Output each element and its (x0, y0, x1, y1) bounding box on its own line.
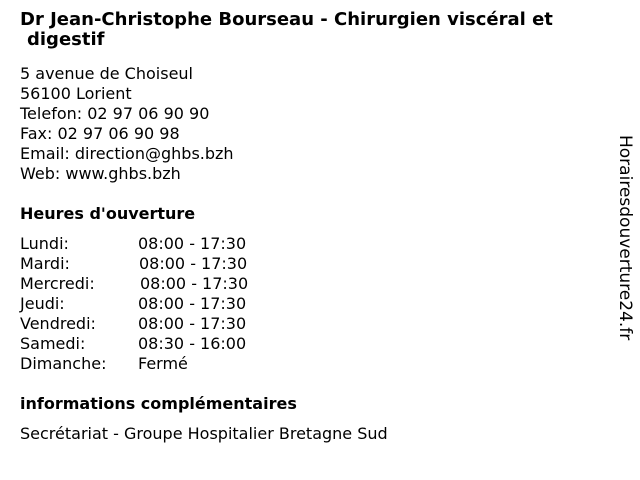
fax-number: Fax: 02 97 06 90 98 (20, 124, 180, 143)
watermark-text: Horairesdouverture24.fr (615, 135, 635, 341)
day-label: Vendredi: (20, 314, 96, 333)
day-label: Mardi: (20, 254, 70, 273)
time-range: 08:00 - 17:30 (138, 294, 247, 313)
street-address: 5 avenue de Choiseul (20, 64, 193, 83)
hours-row-samedi (20, 334, 320, 354)
hours-row-mercredi (20, 274, 320, 294)
additional-info-text: Secrétariat - Groupe Hospitalier Bretagne Sud (20, 424, 388, 443)
watermark (612, 135, 636, 345)
hours-row-lundi (20, 234, 320, 254)
day-label: Samedi: (20, 334, 86, 353)
website: Web: www.ghbs.bzh (20, 164, 181, 183)
page-title-line-2: digestif (27, 29, 105, 50)
hours-row-vendredi (20, 314, 320, 334)
hours-row-mardi (20, 254, 320, 274)
opening-hours-heading: Heures d'ouverture (20, 204, 196, 223)
time-range: 08:00 - 17:30 (140, 274, 249, 293)
day-label: Mercredi: (20, 274, 95, 293)
email-address: Email: direction@ghbs.bzh (20, 144, 234, 163)
day-label: Dimanche: (20, 354, 107, 373)
city-postcode: 56100 Lorient (20, 84, 132, 103)
time-range: 08:00 - 17:30 (138, 234, 247, 253)
time-range: 08:00 - 17:30 (138, 314, 247, 333)
phone-number: Telefon: 02 97 06 90 90 (20, 104, 210, 123)
page-title-line-1: Dr Jean-Christophe Bourseau - Chirurgien viscéral et (20, 9, 553, 30)
page-title (20, 10, 630, 50)
additional-info-heading: informations complémentaires (20, 394, 297, 413)
hours-row-jeudi (20, 294, 320, 314)
time-range: 08:00 - 17:30 (139, 254, 248, 273)
day-label: Jeudi: (20, 294, 65, 313)
hours-row-dimanche (20, 354, 320, 374)
contact-block (20, 64, 234, 184)
day-label: Lundi: (20, 234, 69, 253)
time-range: Fermé (138, 354, 188, 373)
opening-hours-table (20, 234, 320, 374)
time-range: 08:30 - 16:00 (138, 334, 247, 353)
